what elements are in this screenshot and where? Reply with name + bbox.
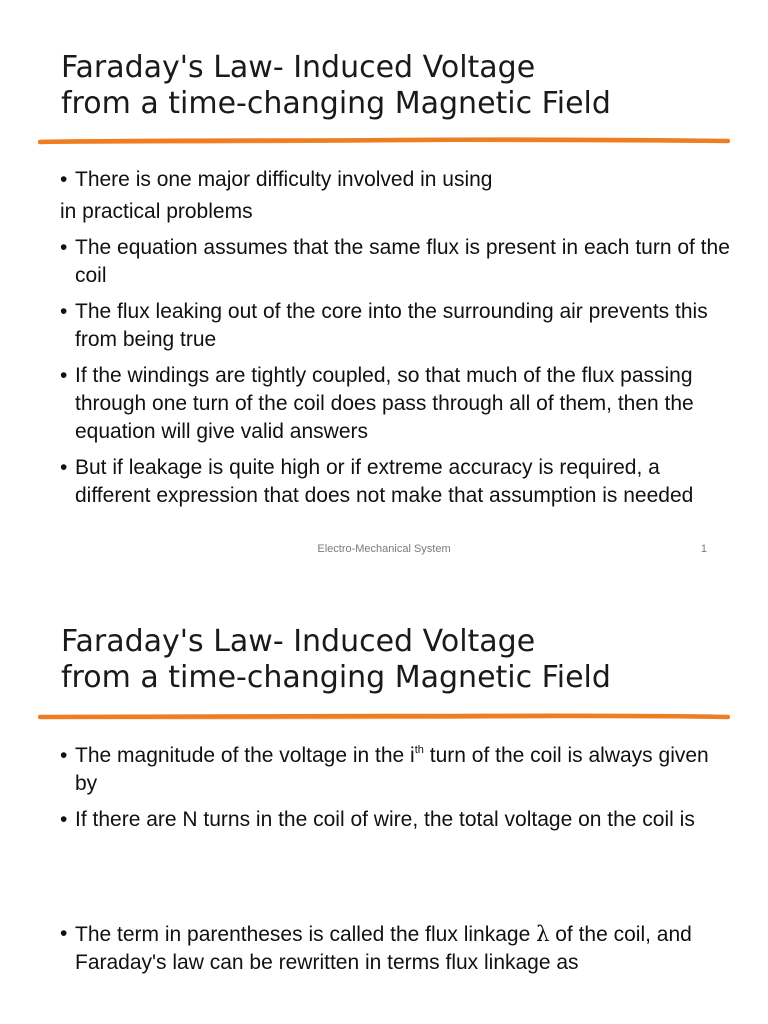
brush-stroke-divider — [38, 711, 730, 723]
bullet-item: • The flux leaking out of the core into the surrounding air prevents this from being true — [60, 298, 730, 354]
slide-title — [61, 624, 741, 696]
title-line-2: from a time-changing Magnetic Field — [61, 660, 611, 695]
brush-stroke-divider — [38, 135, 730, 147]
title-line-2: from a time-changing Magnetic Field — [61, 86, 611, 121]
lambda-symbol: λ — [536, 922, 550, 946]
bullet-text: The magnitude of the voltage in the i — [75, 744, 415, 767]
bullet-item: • There is one major difficulty involved in using — [60, 166, 730, 194]
bullet-item: • But if leakage is quite high or if extreme accuracy is required, a different expression that does not make that assumption is needed — [60, 454, 730, 510]
page-number: 1 — [700, 543, 707, 555]
bullet-continuation: in practical problems — [60, 200, 253, 223]
bullet-list — [60, 742, 730, 985]
slide-footer — [0, 543, 768, 557]
slide-2 — [0, 572, 768, 1024]
superscript: th — [414, 744, 424, 756]
title-line-1: Faraday's Law- Induced Voltage — [61, 624, 536, 659]
title-underline — [38, 135, 730, 147]
bullet-text: of the coil, and Faraday's law can be rewritten in terms flux linkage as — [75, 923, 692, 974]
slide-title — [61, 50, 741, 122]
bullet-item: • The equation assumes that the same flux is present in each turn of the coil — [60, 234, 730, 290]
title-line-1: Faraday's Law- Induced Voltage — [61, 50, 536, 85]
bullet-item: • If the windings are tightly coupled, so that much of the flux passing through one turn of the coil does pass through all of them, then the equation will give valid answers — [60, 362, 730, 446]
bullet-list — [60, 166, 730, 518]
footer-text: Electro-Mechanical System — [317, 543, 451, 555]
title-underline — [38, 711, 730, 723]
bullet-text: turn of the coil is always given by — [75, 744, 709, 795]
bullet-item — [60, 742, 730, 798]
bullet-item: • If there are N turns in the coil of wire, the total voltage on the coil is — [60, 806, 730, 834]
bullet-item — [60, 920, 730, 977]
bullet-text: The term in parentheses is called the flux linkage — [75, 923, 537, 946]
